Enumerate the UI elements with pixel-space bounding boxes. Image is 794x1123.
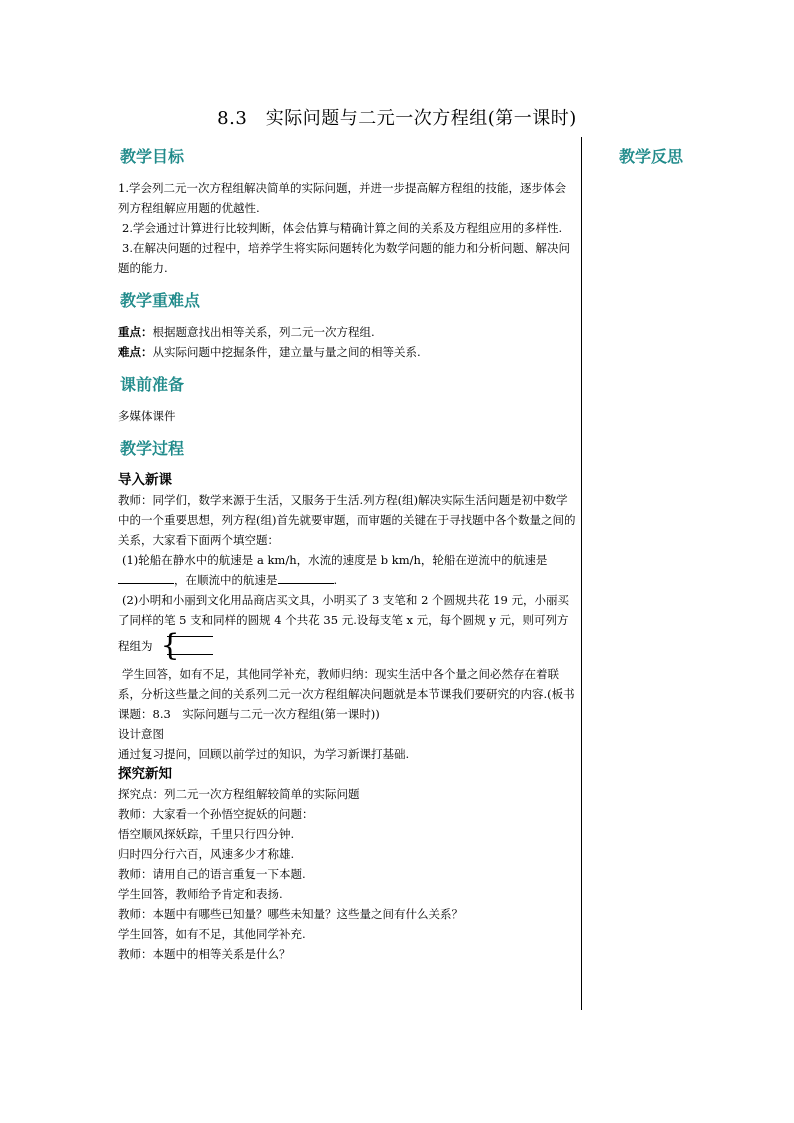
difficult-text: 从实际问题中挖掘条件，建立量与量之间的相等关系.: [152, 345, 421, 359]
page-title: 8.3 实际问题与二元一次方程组(第一课时): [217, 108, 577, 129]
answer-blank: [118, 571, 174, 584]
explore-line: 教师：本题中的相等关系是什么？: [118, 947, 291, 961]
main-column: [118, 146, 576, 964]
keypoints-heading: 教学重难点: [120, 291, 201, 310]
difficult-label: 难点：: [118, 345, 153, 359]
explore-line: 教师：本题中有哪些已知量？哪些未知量？这些量之间有什么关系？: [118, 907, 463, 921]
explore-line: 教师：请用自己的语言重复一下本题.: [118, 867, 306, 881]
explore-line: 悟空顺风探妖踪，千里只行四分钟.: [118, 827, 295, 841]
goal-item: 2.学会通过计算进行比较判断，体会估算与精确计算之间的关系及方程组应用的多样性.: [122, 221, 563, 235]
answer-blank: [278, 571, 334, 584]
explore-line: 学生回答，如有不足，其他同学补充.: [118, 927, 306, 941]
prep-heading: 课前准备: [120, 375, 185, 394]
reflection-column: [617, 146, 767, 178]
explore-line: 探究点：列二元一次方程组解较简单的实际问题: [118, 787, 360, 801]
question-2: (2)小明和小丽到文化用品商店买文具，小明买了 3 支笔和 2 个圆规共花 19 元，小丽买了同样的笔 5 支和同样的圆规 4 个共花 35 元.设每支笔 x 元，每个圆规 y 元，则可列方程组为 {: [118, 593, 569, 663]
explore-line: 学生回答，教师给予肯定和表扬.: [118, 887, 283, 901]
difficult-point: [118, 342, 576, 362]
key-point: [118, 322, 576, 342]
key-label: 重点：: [118, 325, 153, 339]
explore-heading: 探究新知: [118, 766, 172, 782]
summary-paragraph: 学生回答，如有不足，其他同学补充，教师归纳：现实生活中各个量之间必然存在着联系，分析这些量之间的关系列二元一次方程组解决问题就是本节课我们要研究的内容.(板书课题：8.3 实际问题与二元一次方程组(第一课时)): [118, 667, 575, 721]
intro-paragraph: 教师：同学们，数学来源于生活，又服务于生活.列方程(组)解决实际生活问题是初中数学中的一个重要思想，列方程(组)首先就要审题，而审题的关键在于寻找题中各个数量之间的关系，大家看下面两个填空题：: [118, 493, 576, 547]
process-heading: 教学过程: [120, 439, 185, 458]
key-text: 根据题意找出相等关系，列二元一次方程组.: [152, 325, 375, 339]
explore-line: 教师：大家看一个孙悟空捉妖的问题：: [118, 807, 314, 821]
intro-heading: 导入新课: [118, 472, 172, 488]
goal-item: 3.在解决问题的过程中，培养学生将实际问题转化为数学问题的能力和分析问题、解决问题的能力.: [118, 241, 570, 275]
design-text: 通过复习提问，回顾以前学过的知识，为学习新课打基础.: [118, 747, 410, 761]
explore-line: 归时四分行六百，风速多少才称雄.: [118, 847, 295, 861]
reflection-heading: 教学反思: [619, 147, 684, 166]
design-label: 设计意图: [118, 727, 164, 741]
question-1: (1)轮船在静水中的航速是 a km/h，水流的速度是 b km/h，轮船在逆流中的航速是，在顺流中的航速是 .: [118, 550, 576, 590]
prep-text: 多媒体课件: [118, 409, 176, 423]
equation-system-blank: {: [157, 630, 217, 664]
goals-heading: 教学目标: [120, 147, 185, 166]
goal-item: 1.学会列二元一次方程组解决简单的实际问题，并进一步提高解方程组的技能，逐步体会列方程组解应用题的优越性.: [118, 181, 566, 215]
column-divider: [581, 137, 582, 1010]
